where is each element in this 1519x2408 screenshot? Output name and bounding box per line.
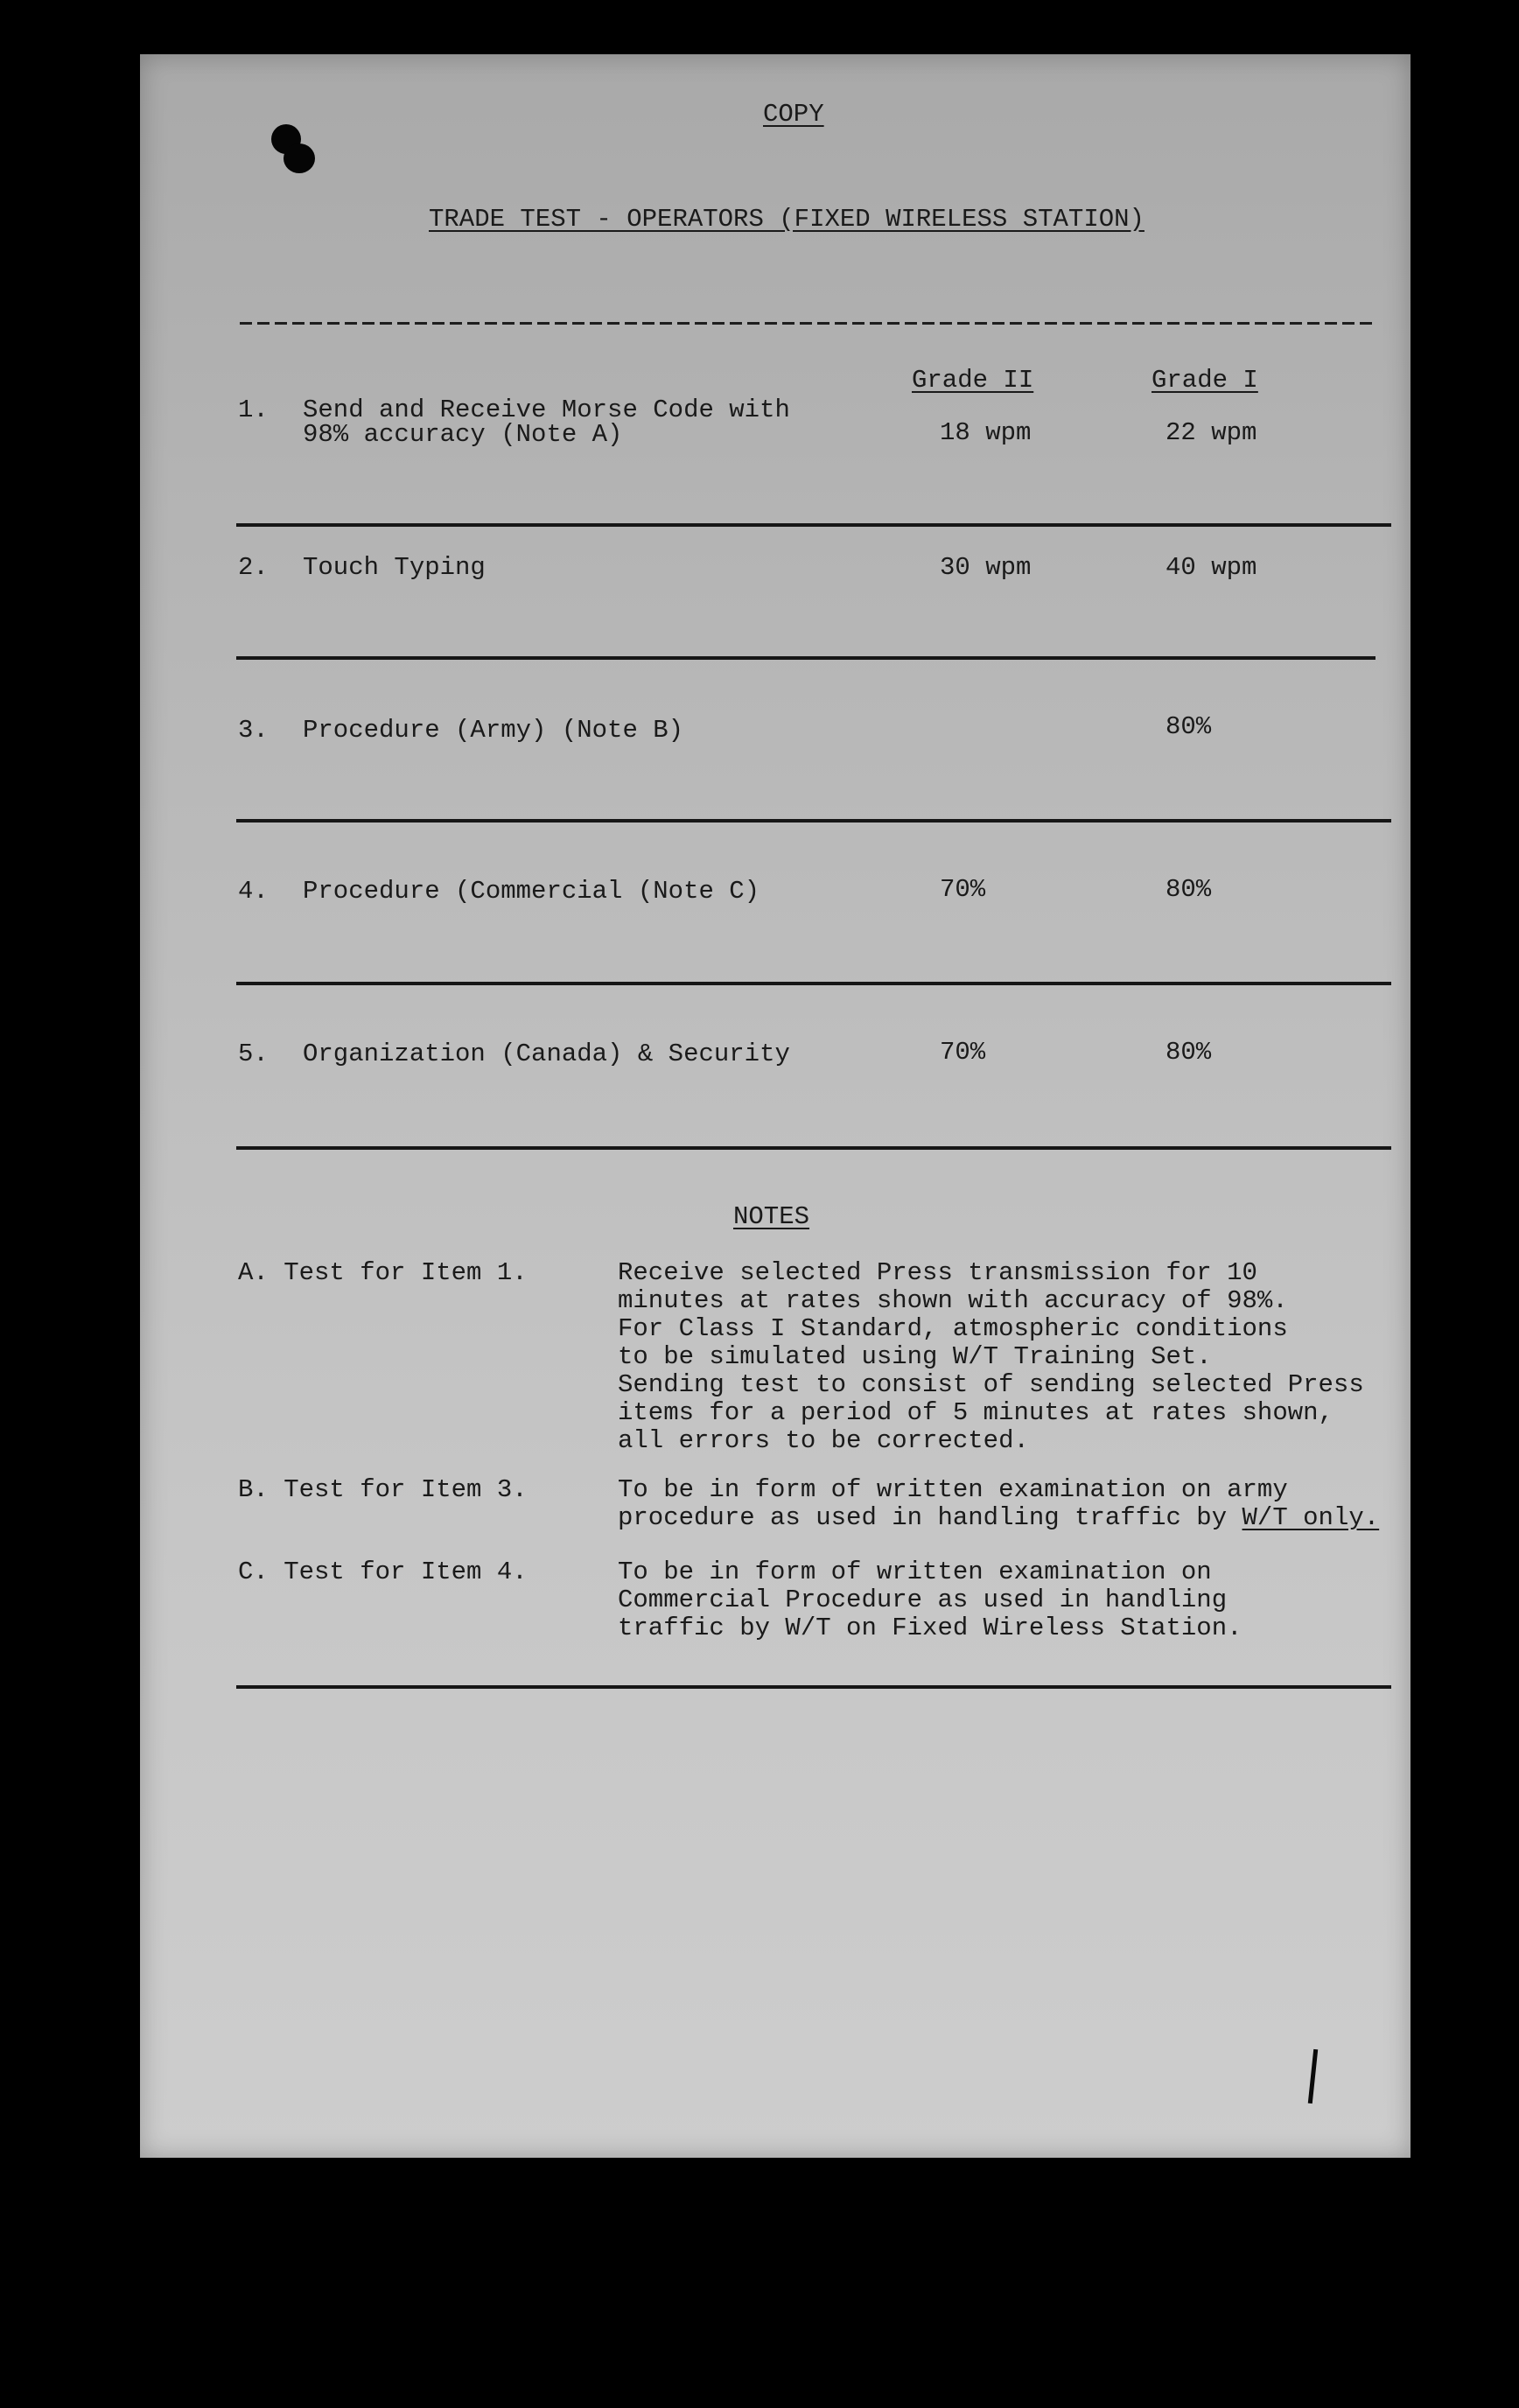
row-divider [236,656,1376,660]
note-line: Sending test to consist of sending selected Press [618,1370,1364,1399]
note-line: To be in form of written examination on [618,1558,1212,1586]
note-line: items for a period of 5 minutes at rates shown, [618,1398,1334,1427]
item-number: 2. [238,553,269,582]
note-line: all errors to be corrected. [618,1426,1029,1455]
notes-heading: NOTES [733,1202,810,1231]
note-line [618,1503,1379,1532]
note-label: A. Test for Item 1. [238,1258,528,1287]
grade-ii-value: 70% [940,875,986,904]
note-line: Commercial Procedure as used in handling [618,1586,1228,1614]
note-line: to be simulated using W/T Training Set. [618,1342,1212,1371]
row-divider [236,819,1391,822]
note-label: C. Test for Item 4. [238,1558,528,1586]
item-number: 4. [238,877,269,906]
item-description: Organization (Canada) & Security [303,1040,790,1068]
item-description: Send and Receive Morse Code with [303,396,790,424]
grade-ii-header: Grade II [912,366,1034,395]
row-divider [236,982,1391,985]
note-line: traffic by W/T on Fixed Wireless Station. [618,1614,1242,1642]
note-line: To be in form of written examination on army [618,1475,1288,1504]
pen-mark [1308,2049,1318,2104]
grade-ii-value: 18 wpm [940,418,1032,447]
grade-i-value: 22 wpm [1166,418,1257,447]
note-line: Receive selected Press transmission for 10 [618,1258,1257,1287]
item-number: 3. [238,716,269,745]
page-title: TRADE TEST - OPERATORS (FIXED WIRELESS STATION) [429,205,1144,234]
grade-i-value: 40 wpm [1166,553,1257,582]
note-line-text: procedure as used in handling traffic by [618,1503,1242,1532]
ink-blot-2 [284,144,315,173]
note-line: minutes at rates shown with accuracy of 98%. [618,1286,1288,1315]
grade-i-value: 80% [1166,875,1212,904]
note-label: B. Test for Item 3. [238,1475,528,1504]
bottom-divider [236,1685,1391,1689]
item-description: Touch Typing [303,553,486,582]
item-number: 5. [238,1040,269,1068]
grade-ii-value: 30 wpm [940,553,1032,582]
row-divider [236,523,1391,527]
item-description: Procedure (Army) (Note B) [303,716,684,745]
item-description: Procedure (Commercial (Note C) [303,877,760,906]
item-number: 1. [238,396,269,424]
dashed-divider [240,322,1374,325]
row-divider [236,1146,1391,1150]
note-underlined-text: W/T only. [1242,1503,1380,1532]
grade-i-header: Grade I [1152,366,1258,395]
document-page [140,54,1410,2158]
grade-ii-value: 70% [940,1038,986,1067]
grade-i-value: 80% [1166,1038,1212,1067]
item-description-line2: 98% accuracy (Note A) [303,420,623,449]
copy-label: COPY [763,100,824,129]
grade-i-value: 80% [1166,712,1212,741]
note-line: For Class I Standard, atmospheric conditions [618,1314,1288,1343]
